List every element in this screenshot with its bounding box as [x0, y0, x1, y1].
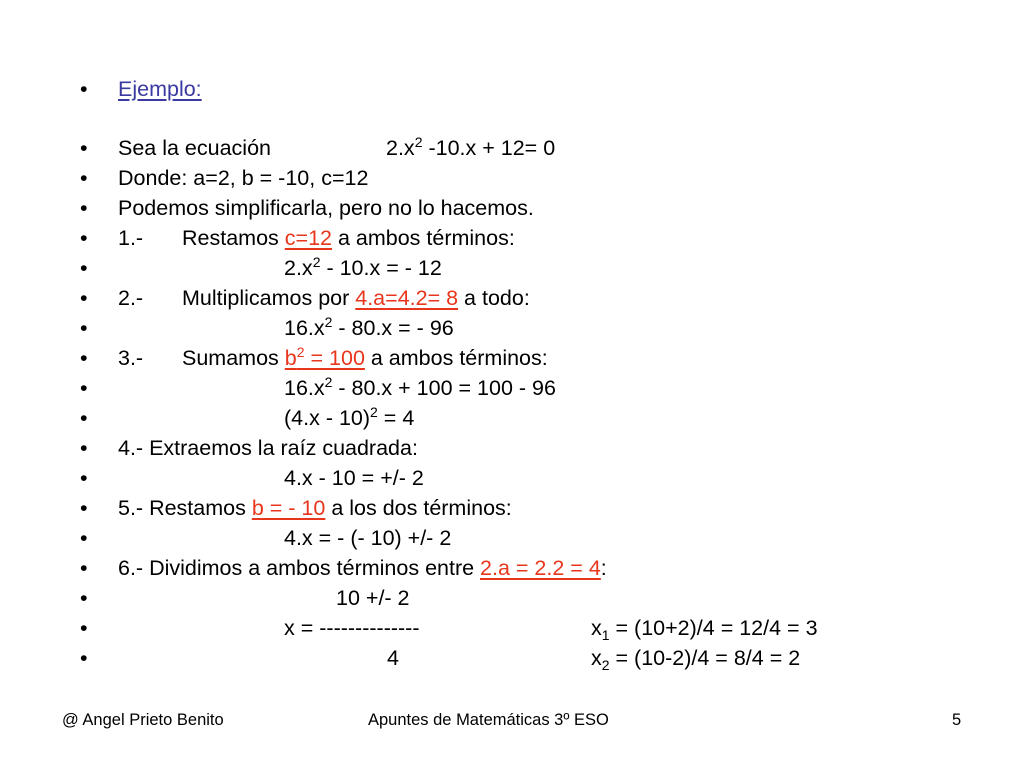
bullet: •: [80, 466, 88, 490]
solution-x1: $x_1 = (10+2)/4 = 12/4 = 3$: [591, 616, 818, 643]
fraction-numerator-line: [0, 583, 1024, 613]
step-line: [0, 433, 1024, 463]
bullet: •: [80, 646, 88, 670]
equation-line: [0, 403, 1024, 433]
highlight: c=12: [284, 226, 332, 250]
highlight: $b^2 = 100$: [284, 344, 365, 370]
step-text: 5.- Restamos b = - 10 a los dos términos:: [118, 496, 512, 520]
equation-line: [0, 523, 1024, 553]
equation-line: [0, 463, 1024, 493]
line-text: Sea la ecuación: [118, 136, 271, 160]
footer-author: @ Angel Prieto Benito: [62, 711, 224, 729]
fraction-bar: x = --------------: [284, 616, 420, 640]
bullet: •: [80, 586, 88, 610]
step-line: [0, 223, 1024, 253]
equation-line: [0, 373, 1024, 403]
step-text: 4.- Extraemos la raíz cuadrada:: [118, 436, 418, 460]
step-line: [0, 493, 1024, 523]
step-number: 3.-: [118, 346, 144, 370]
step-number: 2.-: [118, 286, 144, 310]
line-text: Podemos simplificarla, pero no lo hacemos.: [118, 196, 534, 220]
fraction-denominator-line: [0, 643, 1024, 673]
step-number: 1.-: [118, 226, 144, 250]
step-line: [0, 343, 1024, 373]
step-text: 6.- Dividimos a ambos términos entre 2.a = 2.2 = 4:: [118, 556, 607, 580]
solution-x2: $x_2 = (10-2)/4 = 8/4 = 2$: [591, 646, 801, 673]
bullet: •: [80, 556, 88, 580]
equation: 4.x = - (- 10) +/- 2: [284, 526, 452, 550]
fraction-numerator: 10 +/- 2: [336, 586, 410, 610]
fraction-denominator: 4: [387, 646, 399, 670]
content-line: [0, 193, 1024, 223]
equation-line: [0, 253, 1024, 283]
highlight: b = - 10: [251, 496, 326, 520]
step-text: Sumamos $b^2 = 100$ a ambos términos:: [182, 344, 548, 370]
bullet: •: [80, 616, 88, 640]
equation: 4.x - 10 = +/- 2: [284, 466, 424, 490]
bullet: •: [80, 77, 88, 101]
slide-title: Ejemplo:: [118, 77, 202, 101]
bullet: •: [80, 346, 88, 370]
step-line: [0, 283, 1024, 313]
bullet: •: [80, 526, 88, 550]
highlight: 4.a=4.2= 8: [355, 286, 459, 310]
bullet: •: [80, 436, 88, 460]
content-line: [0, 163, 1024, 193]
step-text: Restamos c=12 a ambos términos:: [182, 226, 515, 250]
footer-course: Apuntes de Matemáticas 3º ESO: [368, 711, 609, 729]
equation-line: [0, 313, 1024, 343]
equation: $2.x^2$ -10.x + 12= 0: [386, 134, 556, 160]
bullet: •: [80, 376, 88, 400]
bullet: •: [80, 136, 88, 160]
line-text: Donde: a=2, b = -10, c=12: [118, 166, 369, 190]
bullet: •: [80, 256, 88, 280]
title-line: [0, 74, 1024, 104]
equation: $16.x^2 - 80.x$ = - 96: [284, 314, 454, 340]
highlight: 2.a = 2.2 = 4: [480, 556, 601, 580]
bullet: •: [80, 166, 88, 190]
content-line: [0, 133, 1024, 163]
fraction-line: [0, 613, 1024, 643]
step-line: [0, 553, 1024, 583]
bullet: •: [80, 286, 88, 310]
bullet: •: [80, 226, 88, 250]
equation: $2.x^2 - 10.x$ = - 12: [284, 254, 442, 280]
equation: $16.x^2 - 80.x + 100 = 100 - 96$: [284, 374, 556, 400]
bullet: •: [80, 196, 88, 220]
bullet: •: [80, 316, 88, 340]
bullet: •: [80, 406, 88, 430]
step-text: Multiplicamos por 4.a=4.2= 8 a todo:: [182, 286, 530, 310]
equation: (4.x - 10)$^2$ = 4: [284, 404, 415, 430]
page-number: 5: [952, 711, 962, 729]
bullet: •: [80, 496, 88, 520]
